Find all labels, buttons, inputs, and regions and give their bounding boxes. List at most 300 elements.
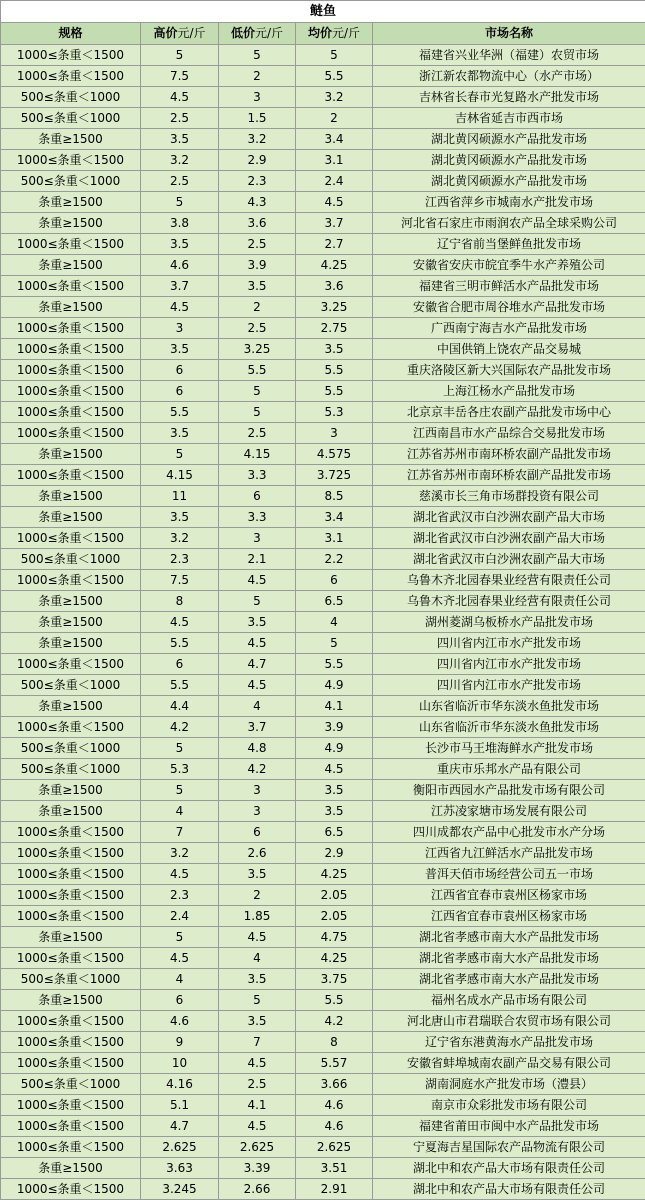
cell-market: 山东省临沂市华东淡水鱼批发市场 [373, 696, 645, 717]
table-row [1, 801, 645, 822]
cell-low-price: 4.3 [219, 192, 296, 213]
cell-low-price: 3 [219, 87, 296, 108]
cell-low-price: 4.15 [219, 444, 296, 465]
cell-market: 安徽省蚌埠城南农副产品交易有限公司 [373, 1053, 645, 1074]
cell-spec: 条重≥1500 [1, 612, 141, 633]
table-body [1, 45, 645, 1200]
cell-high-price: 2.5 [141, 108, 219, 129]
cell-avg-price: 5.57 [296, 1053, 373, 1074]
cell-avg-price: 3.51 [296, 1158, 373, 1179]
cell-market: 河北唐山市君瑞联合农贸市场有限公司 [373, 1011, 645, 1032]
cell-low-price: 5 [219, 402, 296, 423]
cell-avg-price: 4.5 [296, 192, 373, 213]
header-low-unit: 元/斤 [255, 26, 283, 40]
cell-avg-price: 3.4 [296, 129, 373, 150]
table-row [1, 696, 645, 717]
cell-high-price: 3.5 [141, 129, 219, 150]
cell-high-price: 4.5 [141, 948, 219, 969]
table-row [1, 1032, 645, 1053]
cell-market: 辽宁省前当堡鲜鱼批发市场 [373, 234, 645, 255]
cell-low-price: 3.9 [219, 255, 296, 276]
cell-market: 湖北省孝感市南大水产品批发市场 [373, 927, 645, 948]
cell-avg-price: 5.5 [296, 66, 373, 87]
cell-market: 江西省宜春市袁州区杨家市场 [373, 906, 645, 927]
cell-low-price: 4 [219, 948, 296, 969]
cell-market: 湖北黄冈硕源水产品批发市场 [373, 129, 645, 150]
cell-spec: 1000≤条重＜1500 [1, 864, 141, 885]
cell-spec: 1000≤条重＜1500 [1, 843, 141, 864]
cell-market: 四川省内江市水产批发市场 [373, 654, 645, 675]
cell-avg-price: 4.9 [296, 738, 373, 759]
cell-high-price: 5 [141, 192, 219, 213]
table-row [1, 864, 645, 885]
cell-low-price: 2.1 [219, 549, 296, 570]
table-row [1, 1158, 645, 1179]
cell-high-price: 6 [141, 360, 219, 381]
cell-spec: 1000≤条重＜1500 [1, 570, 141, 591]
cell-high-price: 7.5 [141, 66, 219, 87]
cell-market: 江苏省苏州市南环桥农副产品批发市场 [373, 444, 645, 465]
table-row [1, 108, 645, 129]
cell-market: 福州名成水产品市场有限公司 [373, 990, 645, 1011]
cell-spec: 1000≤条重＜1500 [1, 654, 141, 675]
title-row [1, 1, 645, 23]
cell-market: 乌鲁木齐北园春果业经营有限责任公司 [373, 570, 645, 591]
cell-avg-price: 2.91 [296, 1179, 373, 1200]
cell-market: 吉林省长春市光复路水产批发市场 [373, 87, 645, 108]
table-row [1, 549, 645, 570]
cell-low-price: 1.5 [219, 108, 296, 129]
cell-low-price: 3 [219, 801, 296, 822]
cell-avg-price: 4.5 [296, 759, 373, 780]
cell-low-price: 2.625 [219, 1137, 296, 1158]
cell-market: 河北省石家庄市雨润农产品全球采购公司 [373, 213, 645, 234]
header-high-unit: 元/斤 [177, 26, 205, 40]
cell-high-price: 4.5 [141, 864, 219, 885]
table-row [1, 969, 645, 990]
cell-low-price: 3.5 [219, 1011, 296, 1032]
cell-avg-price: 3.725 [296, 465, 373, 486]
cell-avg-price: 5.5 [296, 360, 373, 381]
cell-avg-price: 2.75 [296, 318, 373, 339]
cell-low-price: 4.7 [219, 654, 296, 675]
cell-high-price: 4.5 [141, 87, 219, 108]
cell-avg-price: 3.5 [296, 780, 373, 801]
cell-low-price: 3.25 [219, 339, 296, 360]
table-row [1, 507, 645, 528]
cell-avg-price: 4.25 [296, 255, 373, 276]
cell-market: 慈溪市长三角市场群投资有限公司 [373, 486, 645, 507]
cell-market: 湖北省武汉市白沙洲农副产品大市场 [373, 507, 645, 528]
table-row [1, 255, 645, 276]
cell-spec: 条重≥1500 [1, 213, 141, 234]
cell-low-price: 7 [219, 1032, 296, 1053]
cell-spec: 1000≤条重＜1500 [1, 906, 141, 927]
table-row [1, 1053, 645, 1074]
cell-spec: 1000≤条重＜1500 [1, 423, 141, 444]
cell-spec: 条重≥1500 [1, 801, 141, 822]
header-spec: 规格 [1, 23, 141, 45]
cell-market: 福建省兴业华洲（福建）农贸市场 [373, 45, 645, 66]
table-row [1, 129, 645, 150]
table-row [1, 1095, 645, 1116]
cell-high-price: 4.6 [141, 255, 219, 276]
cell-low-price: 2 [219, 66, 296, 87]
cell-avg-price: 2.625 [296, 1137, 373, 1158]
cell-high-price: 10 [141, 1053, 219, 1074]
cell-market: 福建省三明市鲜活水产品批发市场 [373, 276, 645, 297]
table-row [1, 87, 645, 108]
cell-high-price: 6 [141, 381, 219, 402]
cell-avg-price: 3.5 [296, 801, 373, 822]
cell-low-price: 6 [219, 822, 296, 843]
cell-high-price: 4.16 [141, 1074, 219, 1095]
cell-avg-price: 5.5 [296, 990, 373, 1011]
cell-high-price: 4.5 [141, 612, 219, 633]
cell-spec: 1000≤条重＜1500 [1, 360, 141, 381]
cell-market: 湖北省孝感市南大水产品批发市场 [373, 969, 645, 990]
cell-avg-price: 2.05 [296, 906, 373, 927]
cell-high-price: 9 [141, 1032, 219, 1053]
cell-spec: 条重≥1500 [1, 444, 141, 465]
table-row [1, 339, 645, 360]
cell-low-price: 3.3 [219, 507, 296, 528]
cell-high-price: 5 [141, 45, 219, 66]
table-row [1, 948, 645, 969]
cell-spec: 1000≤条重＜1500 [1, 1053, 141, 1074]
cell-market: 湖北中和农产品大市场有限责任公司 [373, 1158, 645, 1179]
header-low-label: 低价 [231, 26, 255, 40]
cell-spec: 条重≥1500 [1, 927, 141, 948]
cell-low-price: 2.3 [219, 171, 296, 192]
cell-avg-price: 2.2 [296, 549, 373, 570]
cell-high-price: 11 [141, 486, 219, 507]
cell-avg-price: 5 [296, 633, 373, 654]
cell-spec: 1000≤条重＜1500 [1, 1116, 141, 1137]
cell-spec: 1000≤条重＜1500 [1, 822, 141, 843]
cell-spec: 1000≤条重＜1500 [1, 276, 141, 297]
cell-low-price: 2.5 [219, 234, 296, 255]
cell-avg-price: 5.3 [296, 402, 373, 423]
cell-low-price: 4.5 [219, 633, 296, 654]
cell-high-price: 5 [141, 738, 219, 759]
table-row [1, 171, 645, 192]
cell-market: 江苏省苏州市南环桥农副产品批发市场 [373, 465, 645, 486]
header-row [1, 23, 645, 45]
cell-high-price: 3.8 [141, 213, 219, 234]
cell-high-price: 3.63 [141, 1158, 219, 1179]
cell-high-price: 5.5 [141, 675, 219, 696]
cell-spec: 条重≥1500 [1, 297, 141, 318]
cell-market: 长沙市马王堆海鲜水产批发市场 [373, 738, 645, 759]
cell-spec: 1000≤条重＜1500 [1, 1179, 141, 1200]
cell-spec: 1000≤条重＜1500 [1, 528, 141, 549]
cell-high-price: 3.5 [141, 234, 219, 255]
cell-avg-price: 2 [296, 108, 373, 129]
table-row [1, 1011, 645, 1032]
cell-high-price: 4.2 [141, 717, 219, 738]
table-row [1, 1179, 645, 1200]
cell-spec: 条重≥1500 [1, 696, 141, 717]
cell-market: 辽宁省东港黄海水产品批发市场 [373, 1032, 645, 1053]
cell-market: 湖北中和农产品大市场有限责任公司 [373, 1179, 645, 1200]
cell-avg-price: 4.75 [296, 927, 373, 948]
cell-market: 湖北省武汉市白沙洲农副产品大市场 [373, 528, 645, 549]
cell-high-price: 5.5 [141, 402, 219, 423]
table-row [1, 381, 645, 402]
cell-avg-price: 6 [296, 570, 373, 591]
table-row [1, 192, 645, 213]
cell-high-price: 4.5 [141, 297, 219, 318]
cell-avg-price: 2.7 [296, 234, 373, 255]
cell-avg-price: 5.5 [296, 381, 373, 402]
cell-high-price: 5 [141, 444, 219, 465]
table-row [1, 927, 645, 948]
cell-market: 安徽省合肥市周谷堆水产品批发市场 [373, 297, 645, 318]
cell-spec: 1000≤条重＜1500 [1, 1011, 141, 1032]
cell-avg-price: 3.5 [296, 339, 373, 360]
cell-market: 湖州菱湖乌板桥水产品批发市场 [373, 612, 645, 633]
table-row [1, 150, 645, 171]
cell-high-price: 4 [141, 969, 219, 990]
cell-low-price: 4.8 [219, 738, 296, 759]
cell-low-price: 5 [219, 381, 296, 402]
cell-avg-price: 3.6 [296, 276, 373, 297]
table-row [1, 843, 645, 864]
cell-avg-price: 6.5 [296, 591, 373, 612]
cell-avg-price: 3.2 [296, 87, 373, 108]
cell-spec: 500≤条重＜1000 [1, 969, 141, 990]
cell-low-price: 3.3 [219, 465, 296, 486]
cell-high-price: 2.4 [141, 906, 219, 927]
table-row [1, 213, 645, 234]
cell-low-price: 5 [219, 990, 296, 1011]
cell-low-price: 3 [219, 528, 296, 549]
table-row [1, 885, 645, 906]
table-row [1, 276, 645, 297]
cell-low-price: 4.2 [219, 759, 296, 780]
cell-spec: 500≤条重＜1000 [1, 738, 141, 759]
cell-market: 浙江新农都物流中心（水产市场） [373, 66, 645, 87]
cell-low-price: 3.5 [219, 969, 296, 990]
cell-low-price: 4.5 [219, 570, 296, 591]
cell-avg-price: 3.4 [296, 507, 373, 528]
cell-high-price: 2.625 [141, 1137, 219, 1158]
cell-spec: 1000≤条重＜1500 [1, 1137, 141, 1158]
cell-spec: 500≤条重＜1000 [1, 675, 141, 696]
header-avg-price [296, 23, 373, 45]
header-high-label: 高价 [153, 26, 177, 40]
cell-high-price: 5.1 [141, 1095, 219, 1116]
cell-high-price: 4 [141, 801, 219, 822]
table-row [1, 45, 645, 66]
cell-low-price: 5 [219, 45, 296, 66]
cell-avg-price: 3.25 [296, 297, 373, 318]
cell-avg-price: 4 [296, 612, 373, 633]
cell-market: 中国供销上饶农产品交易城 [373, 339, 645, 360]
table-row [1, 633, 645, 654]
cell-market: 湖北省武汉市白沙洲农副产品大市场 [373, 549, 645, 570]
cell-avg-price: 4.1 [296, 696, 373, 717]
cell-high-price: 5.5 [141, 633, 219, 654]
cell-low-price: 3.5 [219, 864, 296, 885]
cell-low-price: 4 [219, 696, 296, 717]
cell-high-price: 5 [141, 927, 219, 948]
table-row [1, 528, 645, 549]
cell-low-price: 3.6 [219, 213, 296, 234]
cell-spec: 500≤条重＜1000 [1, 108, 141, 129]
header-high-price [141, 23, 219, 45]
table-row [1, 318, 645, 339]
cell-market: 福建省莆田市闽中水产品批发市场 [373, 1116, 645, 1137]
cell-low-price: 1.85 [219, 906, 296, 927]
cell-spec: 1000≤条重＜1500 [1, 150, 141, 171]
cell-market: 乌鲁木齐北园春果业经营有限责任公司 [373, 591, 645, 612]
cell-high-price: 2.3 [141, 885, 219, 906]
table-row [1, 297, 645, 318]
cell-low-price: 2.9 [219, 150, 296, 171]
cell-avg-price: 2.9 [296, 843, 373, 864]
cell-high-price: 5 [141, 780, 219, 801]
header-avg-unit: 元/斤 [332, 26, 360, 40]
cell-spec: 1000≤条重＜1500 [1, 465, 141, 486]
cell-high-price: 2.3 [141, 549, 219, 570]
cell-market: 重庆市乐邦水产品有限公司 [373, 759, 645, 780]
header-avg-label: 均价 [308, 26, 332, 40]
cell-avg-price: 8.5 [296, 486, 373, 507]
cell-market: 普洱天佰市场经营公司五一市场 [373, 864, 645, 885]
cell-spec: 条重≥1500 [1, 780, 141, 801]
cell-avg-price: 3 [296, 423, 373, 444]
table-row [1, 402, 645, 423]
table-row [1, 234, 645, 255]
cell-avg-price: 3.1 [296, 150, 373, 171]
cell-market: 吉林省延吉市西市场 [373, 108, 645, 129]
cell-spec: 1000≤条重＜1500 [1, 1095, 141, 1116]
cell-spec: 条重≥1500 [1, 255, 141, 276]
cell-high-price: 4.4 [141, 696, 219, 717]
cell-spec: 1000≤条重＜1500 [1, 948, 141, 969]
table-row [1, 906, 645, 927]
cell-spec: 1000≤条重＜1500 [1, 45, 141, 66]
cell-market: 安徽省安庆市皖宜季牛水产养殖公司 [373, 255, 645, 276]
table-row [1, 486, 645, 507]
cell-low-price: 4.5 [219, 675, 296, 696]
cell-high-price: 4.7 [141, 1116, 219, 1137]
table-row [1, 1074, 645, 1095]
cell-high-price: 3 [141, 318, 219, 339]
cell-high-price: 8 [141, 591, 219, 612]
cell-spec: 条重≥1500 [1, 1158, 141, 1179]
cell-avg-price: 4.25 [296, 948, 373, 969]
cell-spec: 条重≥1500 [1, 129, 141, 150]
cell-high-price: 3.2 [141, 843, 219, 864]
cell-low-price: 4.5 [219, 1116, 296, 1137]
cell-market: 山东省临沂市华东淡水鱼批发市场 [373, 717, 645, 738]
cell-low-price: 2.5 [219, 423, 296, 444]
cell-low-price: 3.7 [219, 717, 296, 738]
cell-low-price: 4.5 [219, 927, 296, 948]
cell-low-price: 2.5 [219, 318, 296, 339]
cell-spec: 1000≤条重＜1500 [1, 885, 141, 906]
cell-spec: 1000≤条重＜1500 [1, 1032, 141, 1053]
cell-market: 江西南昌市水产品综合交易批发市场 [373, 423, 645, 444]
cell-low-price: 3.5 [219, 612, 296, 633]
cell-avg-price: 8 [296, 1032, 373, 1053]
cell-avg-price: 5 [296, 45, 373, 66]
cell-avg-price: 3.9 [296, 717, 373, 738]
cell-avg-price: 4.2 [296, 1011, 373, 1032]
cell-market: 江西省九江鲜活水产品批发市场 [373, 843, 645, 864]
cell-spec: 1000≤条重＜1500 [1, 717, 141, 738]
cell-spec: 1000≤条重＜1500 [1, 402, 141, 423]
cell-high-price: 2.5 [141, 171, 219, 192]
table-row [1, 738, 645, 759]
cell-market: 四川省内江市水产批发市场 [373, 633, 645, 654]
cell-market: 江西省萍乡市城南水产批发市场 [373, 192, 645, 213]
cell-spec: 1000≤条重＜1500 [1, 318, 141, 339]
cell-avg-price: 4.6 [296, 1095, 373, 1116]
cell-spec: 条重≥1500 [1, 507, 141, 528]
cell-low-price: 3.5 [219, 276, 296, 297]
cell-spec: 500≤条重＜1000 [1, 1074, 141, 1095]
cell-market: 上海江杨水产品批发市场 [373, 381, 645, 402]
cell-spec: 条重≥1500 [1, 486, 141, 507]
cell-avg-price: 3.66 [296, 1074, 373, 1095]
table-row [1, 1137, 645, 1158]
cell-market: 北京京丰岳各庄农副产品批发市场中心 [373, 402, 645, 423]
cell-avg-price: 5.5 [296, 654, 373, 675]
cell-spec: 1000≤条重＜1500 [1, 339, 141, 360]
table-row [1, 990, 645, 1011]
cell-market: 湖北黄冈硕源水产品批发市场 [373, 150, 645, 171]
cell-avg-price: 3.75 [296, 969, 373, 990]
cell-high-price: 7 [141, 822, 219, 843]
cell-market: 重庆洛陵区新大兴国际农产品批发市场 [373, 360, 645, 381]
table-row [1, 654, 645, 675]
cell-high-price: 3.245 [141, 1179, 219, 1200]
table-row [1, 717, 645, 738]
cell-high-price: 3.7 [141, 276, 219, 297]
cell-spec: 500≤条重＜1000 [1, 171, 141, 192]
cell-market: 湖北省孝感市南大水产品批发市场 [373, 948, 645, 969]
cell-market: 南京市众彩批发市场有限公司 [373, 1095, 645, 1116]
table-title: 鲢鱼 [1, 1, 645, 23]
cell-avg-price: 2.4 [296, 171, 373, 192]
cell-high-price: 6 [141, 654, 219, 675]
cell-spec: 条重≥1500 [1, 192, 141, 213]
cell-low-price: 3 [219, 780, 296, 801]
table-row [1, 1116, 645, 1137]
cell-low-price: 5.5 [219, 360, 296, 381]
table-row [1, 759, 645, 780]
cell-high-price: 3.5 [141, 423, 219, 444]
cell-low-price: 3.39 [219, 1158, 296, 1179]
cell-low-price: 2.6 [219, 843, 296, 864]
cell-market: 湖南洞庭水产批发市场（澧县） [373, 1074, 645, 1095]
cell-avg-price: 3.7 [296, 213, 373, 234]
cell-spec: 条重≥1500 [1, 591, 141, 612]
table-row [1, 822, 645, 843]
header-market: 市场名称 [373, 23, 645, 45]
cell-high-price: 3.2 [141, 528, 219, 549]
cell-spec: 1000≤条重＜1500 [1, 66, 141, 87]
cell-low-price: 4.5 [219, 1053, 296, 1074]
cell-high-price: 4.15 [141, 465, 219, 486]
cell-spec: 1000≤条重＜1500 [1, 234, 141, 255]
cell-avg-price: 4.9 [296, 675, 373, 696]
cell-high-price: 4.6 [141, 1011, 219, 1032]
